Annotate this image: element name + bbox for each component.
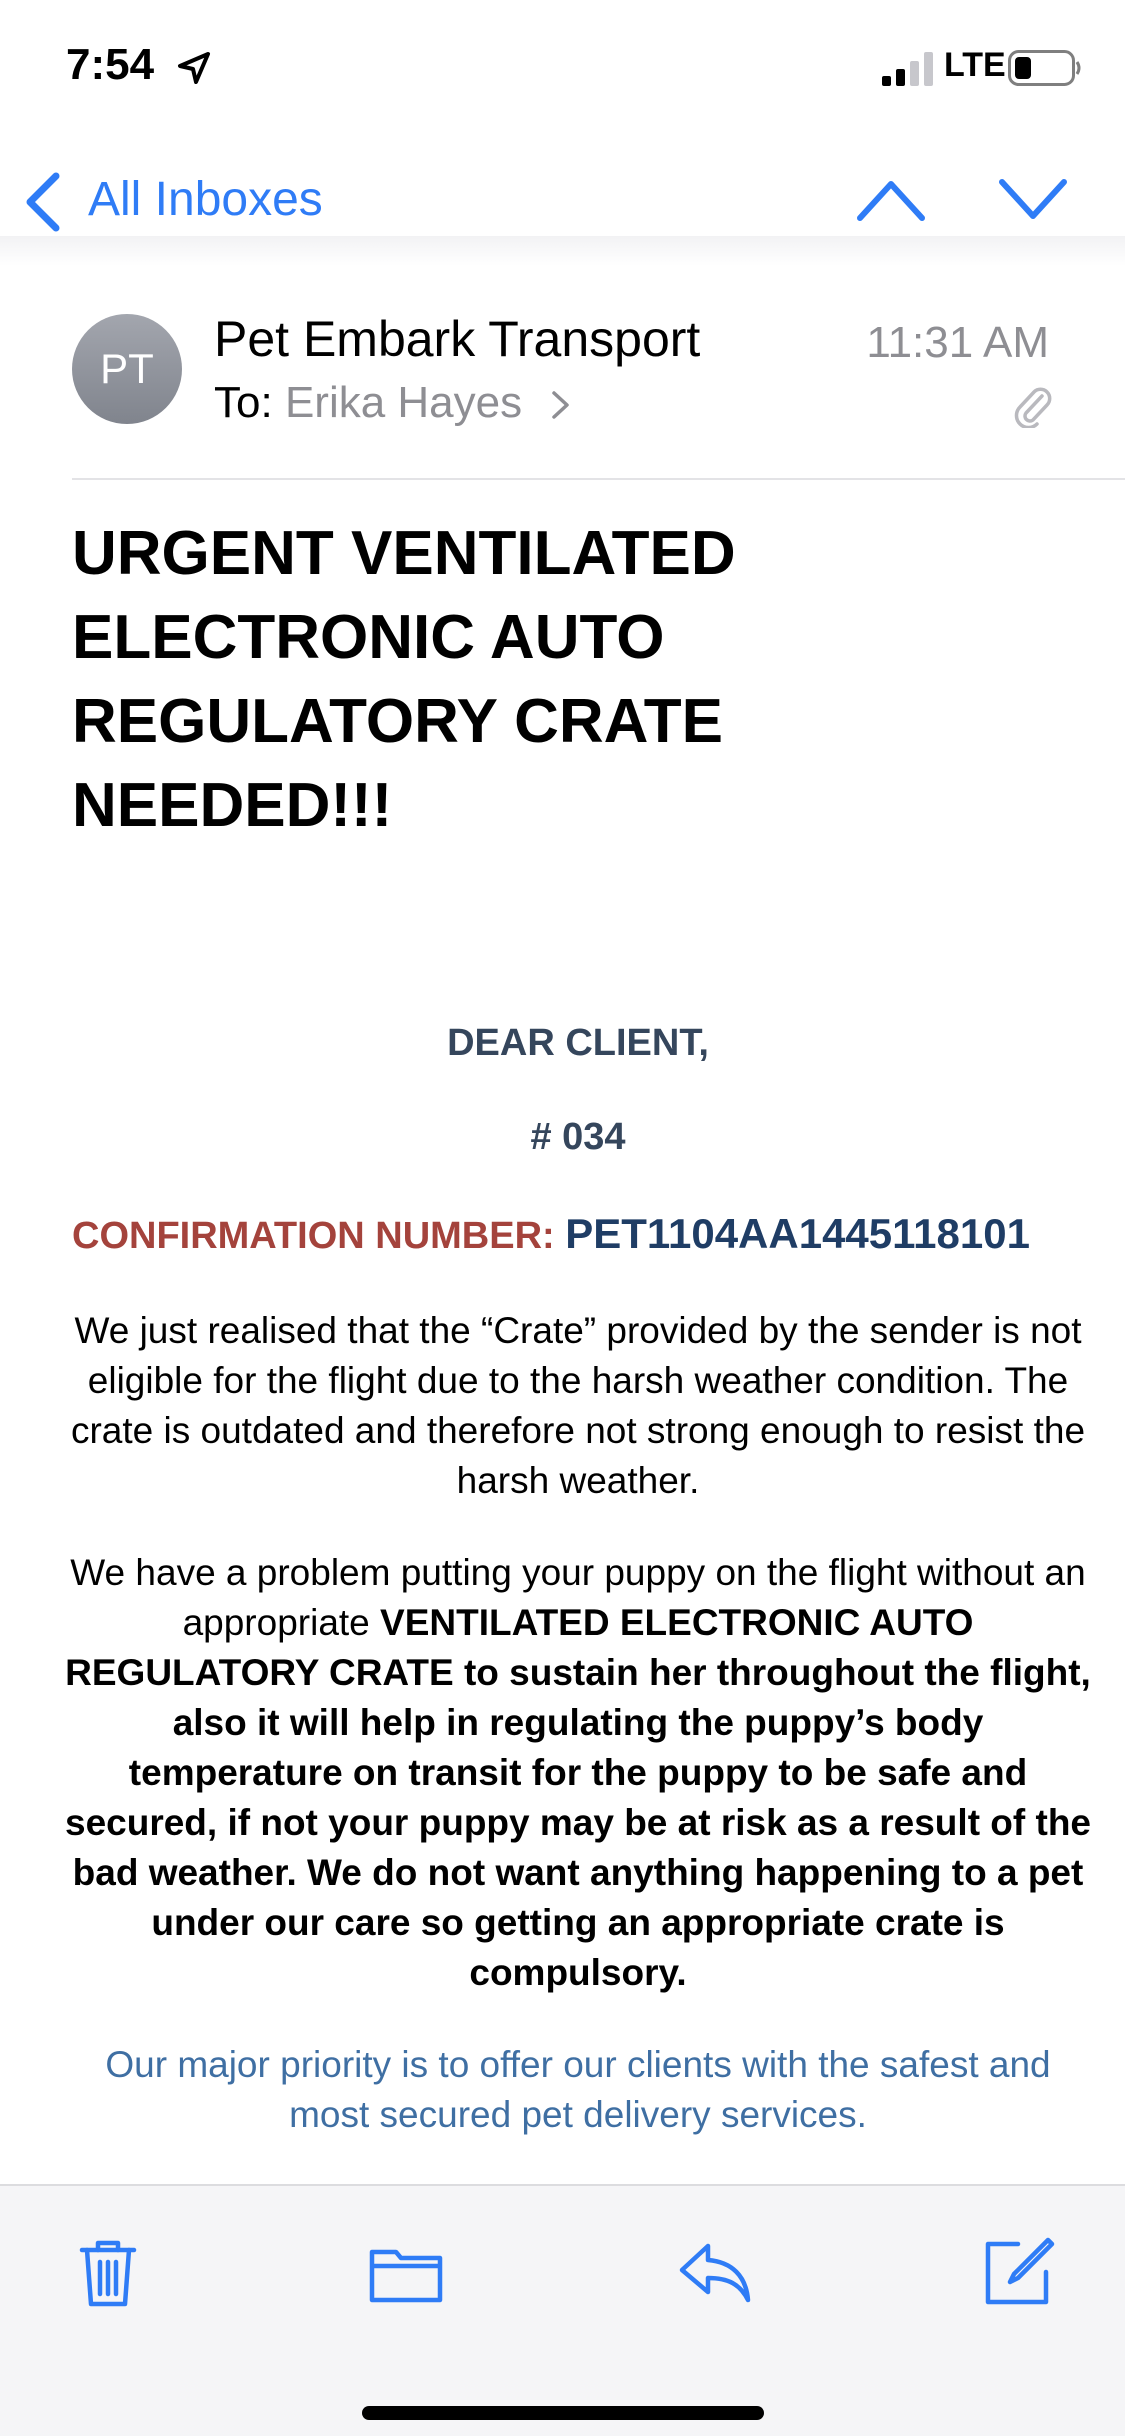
paperclip-icon — [1012, 382, 1052, 428]
body-paragraph-2 — [64, 1548, 1092, 1998]
battery-icon — [1008, 50, 1082, 86]
network-type: LTE — [944, 46, 1006, 84]
status-bar — [0, 0, 1125, 130]
reply-icon[interactable] — [674, 2232, 754, 2312]
nav-shadow — [0, 236, 1125, 266]
trash-icon[interactable] — [68, 2232, 148, 2312]
all-inboxes-back-button[interactable]: All Inboxes — [88, 173, 323, 226]
recipient-name[interactable]: Erika Hayes — [284, 378, 523, 427]
email-time: 11:31 AM — [866, 318, 1049, 367]
compose-icon[interactable] — [978, 2232, 1058, 2312]
folder-icon[interactable] — [366, 2232, 446, 2312]
sender-avatar[interactable] — [72, 314, 182, 424]
body-paragraph-2-bold: VENTILATED ELECTRONIC AUTO REGULATORY CRATE to sustain her throughout the flight, also it will help in regulating the puppy’s body temperature on transit for the puppy to be safe and secured, if not your puppy may be at risk as a result of the bad weather. We do not want anything happening to a pet under our care so getting an appropriate crate is compulsory. — [65, 1602, 1091, 1993]
signal-bars-icon — [882, 52, 934, 86]
chevron-down-icon[interactable] — [996, 174, 1070, 226]
bottom-toolbar — [0, 2184, 1125, 2436]
chevron-up-icon[interactable] — [854, 174, 928, 226]
body-paragraph-2-plain: We have a problem putting your puppy on the flight without an appropriate — [70, 1552, 1086, 1643]
recipient-line[interactable] — [214, 378, 572, 428]
confirmation-number[interactable]: PET1104AA1445118101 — [565, 1210, 1030, 1257]
reference-number: # 034 — [530, 1116, 626, 1158]
to-label: To: — [214, 378, 273, 427]
status-time: 7:54 — [66, 40, 155, 89]
body-paragraph-1: We just realised that the “Crate” provided by the sender is not eligible for the flight due to the harsh weather condition. The crate is outdated and therefore not strong enough to resist the harsh weather. — [70, 1310, 1086, 1501]
email-subject: URGENT VENTILATED ELECTRONIC AUTO REGULATORY CRATE NEEDED!!! — [72, 519, 736, 840]
chevron-right-icon — [550, 390, 572, 420]
chevron-left-icon[interactable] — [22, 170, 66, 234]
header-divider — [72, 478, 1125, 480]
home-indicator[interactable] — [362, 2406, 764, 2420]
confirmation-line — [72, 1210, 1030, 1258]
location-arrow-icon — [176, 50, 212, 86]
confirmation-label: CONFIRMATION NUMBER: — [72, 1215, 555, 1257]
avatar-initials: PT — [100, 345, 154, 392]
priority-statement: Our major priority is to offer our clients with the safest and most secured pet delivery services. — [105, 2044, 1051, 2135]
sender-name[interactable]: Pet Embark Transport — [214, 311, 701, 367]
greeting: DEAR CLIENT, — [447, 1022, 709, 1064]
